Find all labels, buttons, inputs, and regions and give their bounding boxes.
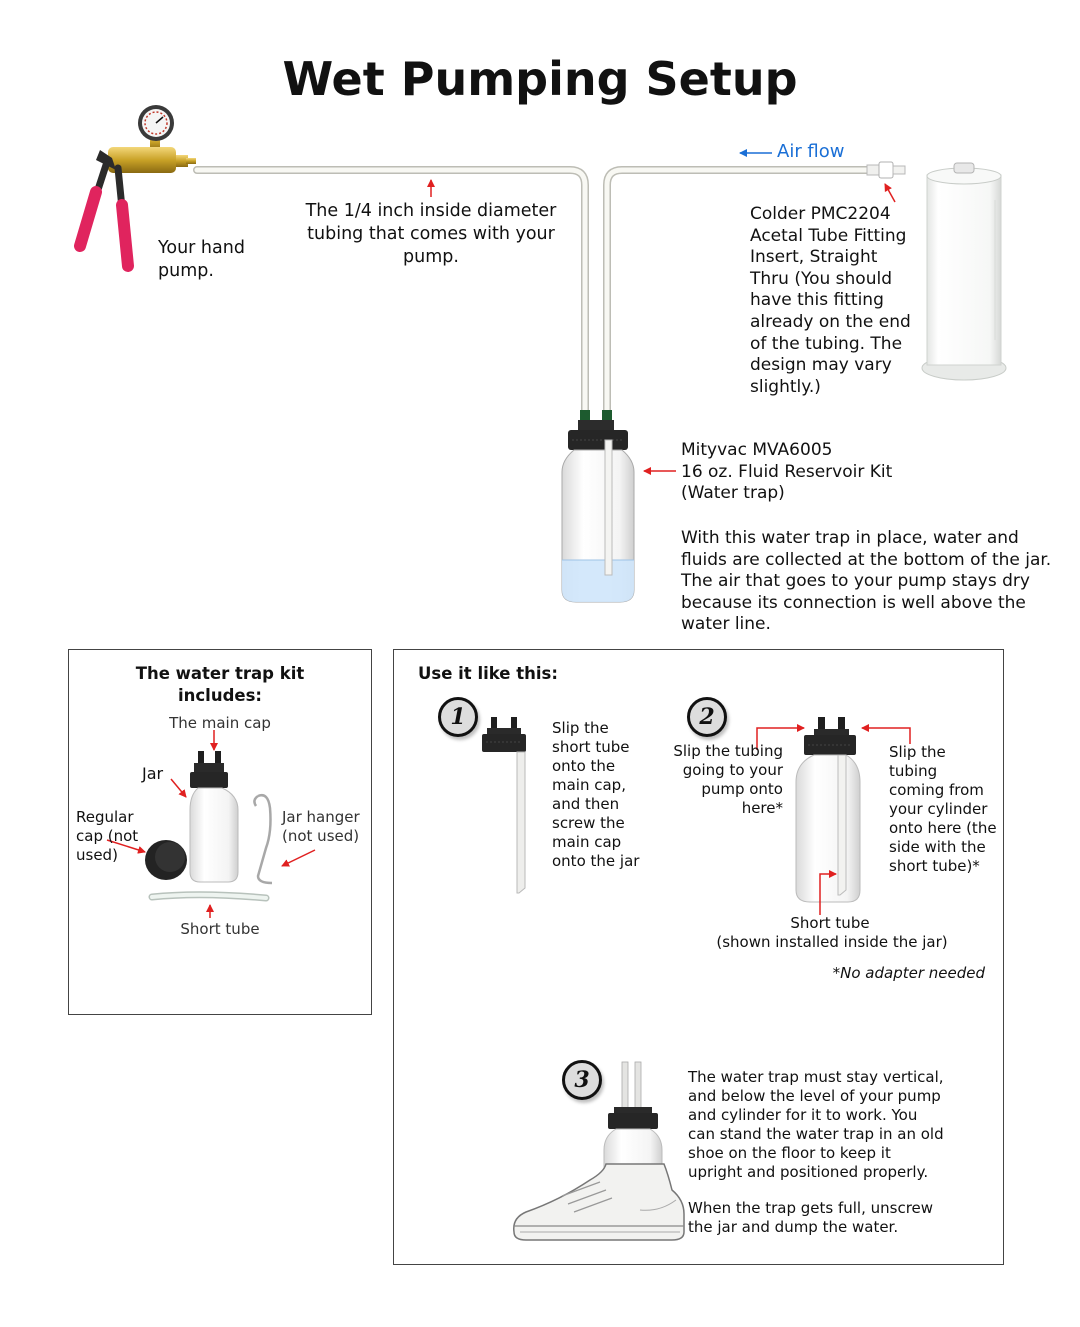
step1-number: 1 <box>438 697 478 737</box>
jar-hanger-label: Jar hanger (not used) <box>282 808 360 845</box>
step3-text: The water trap must stay vertical, and below the level of your pump and cylinder for it to work. You can stand the water trap in an old shoe on the floor to keep it upright and positioned properly. <box>688 1068 944 1181</box>
pump-cylinder-image <box>922 163 1006 380</box>
step2-right-text: Slip the tubing coming from your cylinder onto here (the side with the short tube)* <box>889 743 997 875</box>
reservoir-title <box>681 440 1061 505</box>
reservoir-description: With this water trap in place, water and fluids are collected at the bottom of the jar. The air that goes to your pump stays dry because its connection is well above the water line. <box>681 528 1052 634</box>
use-heading: Use it like this: <box>418 664 558 683</box>
step1-text: Slip the short tube onto the main cap, and then screw the main cap onto the jar <box>552 719 640 870</box>
water-trap-image <box>562 410 634 602</box>
step2-short-tube-label: Short tube <box>790 914 870 932</box>
page-title: Wet Pumping Setup <box>282 52 798 106</box>
fitting-arrow <box>885 184 895 202</box>
short-tube-label: Short tube <box>180 920 260 938</box>
air-flow-label: Air flow <box>777 141 845 162</box>
step2-short-tube-note: (shown installed inside the jar) <box>716 933 948 951</box>
kit-heading: The water trap kit includes: <box>135 664 305 705</box>
tube-fitting-image <box>867 162 905 178</box>
main-cap-label: The main cap <box>169 714 271 732</box>
fitting-label: Colder PMC2204 Acetal Tube Fitting Insert, Straight Thru (You should have this fitting already on the end of the tubing. The design may vary slightly.) <box>750 204 911 397</box>
step3-number: 3 <box>562 1060 602 1100</box>
step2-number: 2 <box>687 697 727 737</box>
tubing-label: The 1/4 inch inside diameter tubing that comes with your pump. <box>305 201 557 267</box>
reservoir-water-trap: (Water trap) <box>681 483 785 503</box>
reservoir-kit: 16 oz. Fluid Reservoir Kit <box>681 461 893 482</box>
regular-cap-label: Regular cap (not used) <box>76 808 139 864</box>
jar-label: Jar <box>142 764 164 783</box>
step2-left-text: Slip the tubing going to your pump onto here* <box>673 742 783 817</box>
step3-text-dump: When the trap gets full, unscrew the jar and dump the water. <box>688 1199 934 1236</box>
step2-footnote: *No adapter needed <box>832 964 985 982</box>
reservoir-model: Mityvac MVA6005 <box>681 440 833 460</box>
hand-pump-label: Your hand pump. <box>158 238 245 281</box>
